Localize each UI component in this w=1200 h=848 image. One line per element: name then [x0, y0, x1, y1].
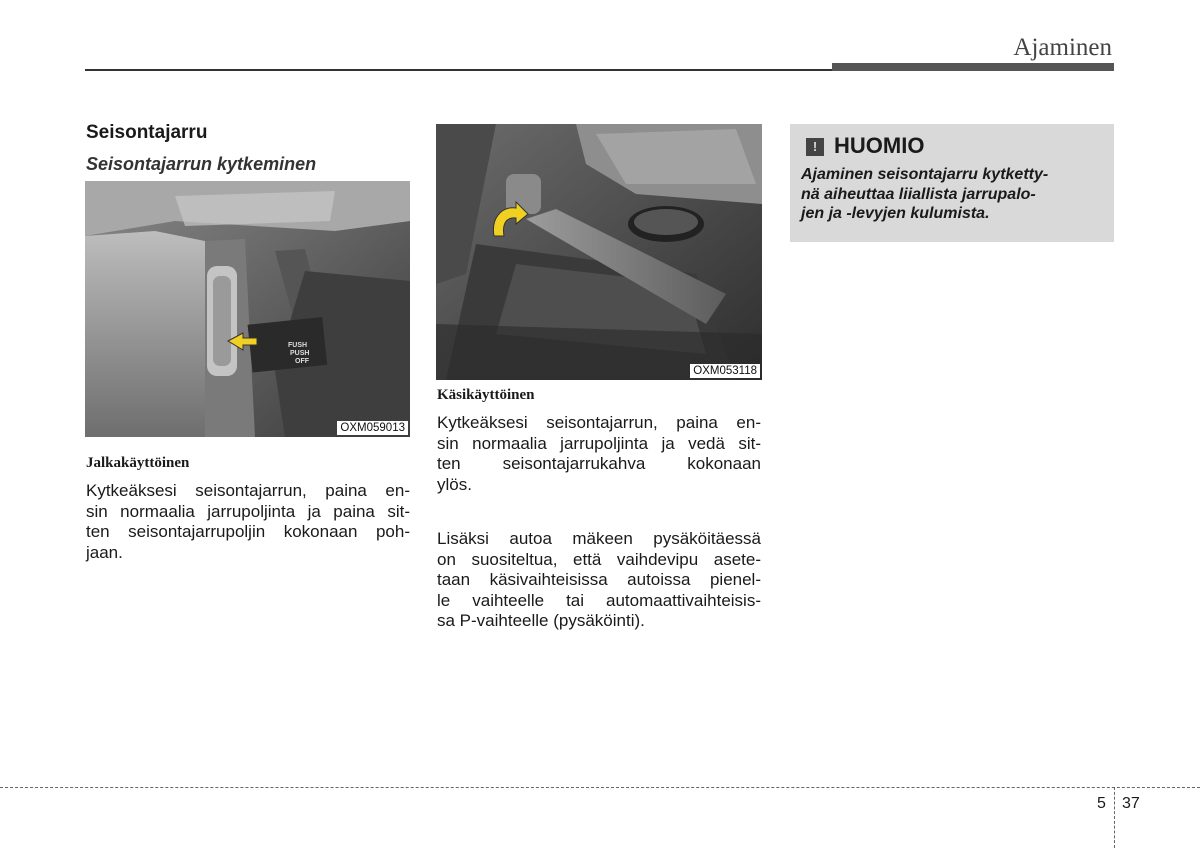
text-line: taan käsivaihteisissa autoissa pienel- [437, 570, 761, 589]
text-line: sin normaalia jarrupoljinta ja paina sit- [86, 501, 410, 521]
pedal-label-push: PUSH [290, 350, 310, 357]
warning-title: HUOMIO [834, 133, 925, 158]
header-rule-thick [832, 63, 1114, 71]
extra-paragraph [437, 529, 761, 632]
photo-code: OXM053118 [690, 364, 760, 378]
text-line: ten seisontajarrupoljin kokonaan poh- [86, 522, 410, 541]
running-header: Ajaminen [1013, 34, 1112, 61]
text-line: on suositeltua, että vaihdevipu asete- [437, 549, 761, 569]
warning-icon: ! [806, 138, 824, 156]
hand-paragraph [437, 413, 761, 495]
warning-box [790, 124, 1114, 242]
text-line: sin normaalia jarrupoljinta ja vedä sit- [437, 433, 761, 453]
hand-brake-photo [436, 124, 762, 380]
text-line: ten seisontajarrukahva kokonaan [437, 454, 761, 473]
text-line: ylös. [437, 474, 472, 494]
foot-brake-photo [85, 181, 410, 437]
pedal-label-fush: FUSH [288, 342, 308, 349]
hand-heading: Käsikäyttöinen [437, 387, 535, 403]
text-line: Lisäksi autoa mäkeen pysäköitäessä [437, 529, 761, 548]
warning-text [801, 165, 1106, 224]
chapter-number: 5 [1097, 795, 1106, 812]
text-line: Ajaminen seisontajarru kytketty- [801, 166, 1049, 183]
photo-code: OXM059013 [337, 421, 408, 435]
text-line: sa P-vaihteelle (pysäköinti). [437, 611, 645, 630]
foot-paragraph [86, 481, 410, 563]
footer-rule [0, 787, 1200, 788]
section-title: Seisontajarru [86, 122, 208, 143]
text-line: nä aiheuttaa liiallista jarrupalo- [801, 185, 1036, 203]
text-line: jaan. [86, 542, 123, 562]
text-line: Kytkeäksesi seisontajarrun, paina en- [437, 413, 761, 432]
page-number: 37 [1122, 795, 1140, 812]
pedal-label-off: OFF [295, 358, 309, 365]
foot-heading: Jalkakäyttöinen [86, 455, 190, 471]
section-subtitle: Seisontajarrun kytkeminen [86, 154, 317, 174]
text-line: le vaihteelle tai automaattivaihteisis- [437, 590, 761, 610]
footer-divider [1114, 787, 1115, 848]
header-rule [85, 69, 832, 71]
text-line: Kytkeäksesi seisontajarrun, paina en- [86, 481, 410, 500]
text-line: jen ja -levyjen kulumista. [801, 205, 990, 222]
